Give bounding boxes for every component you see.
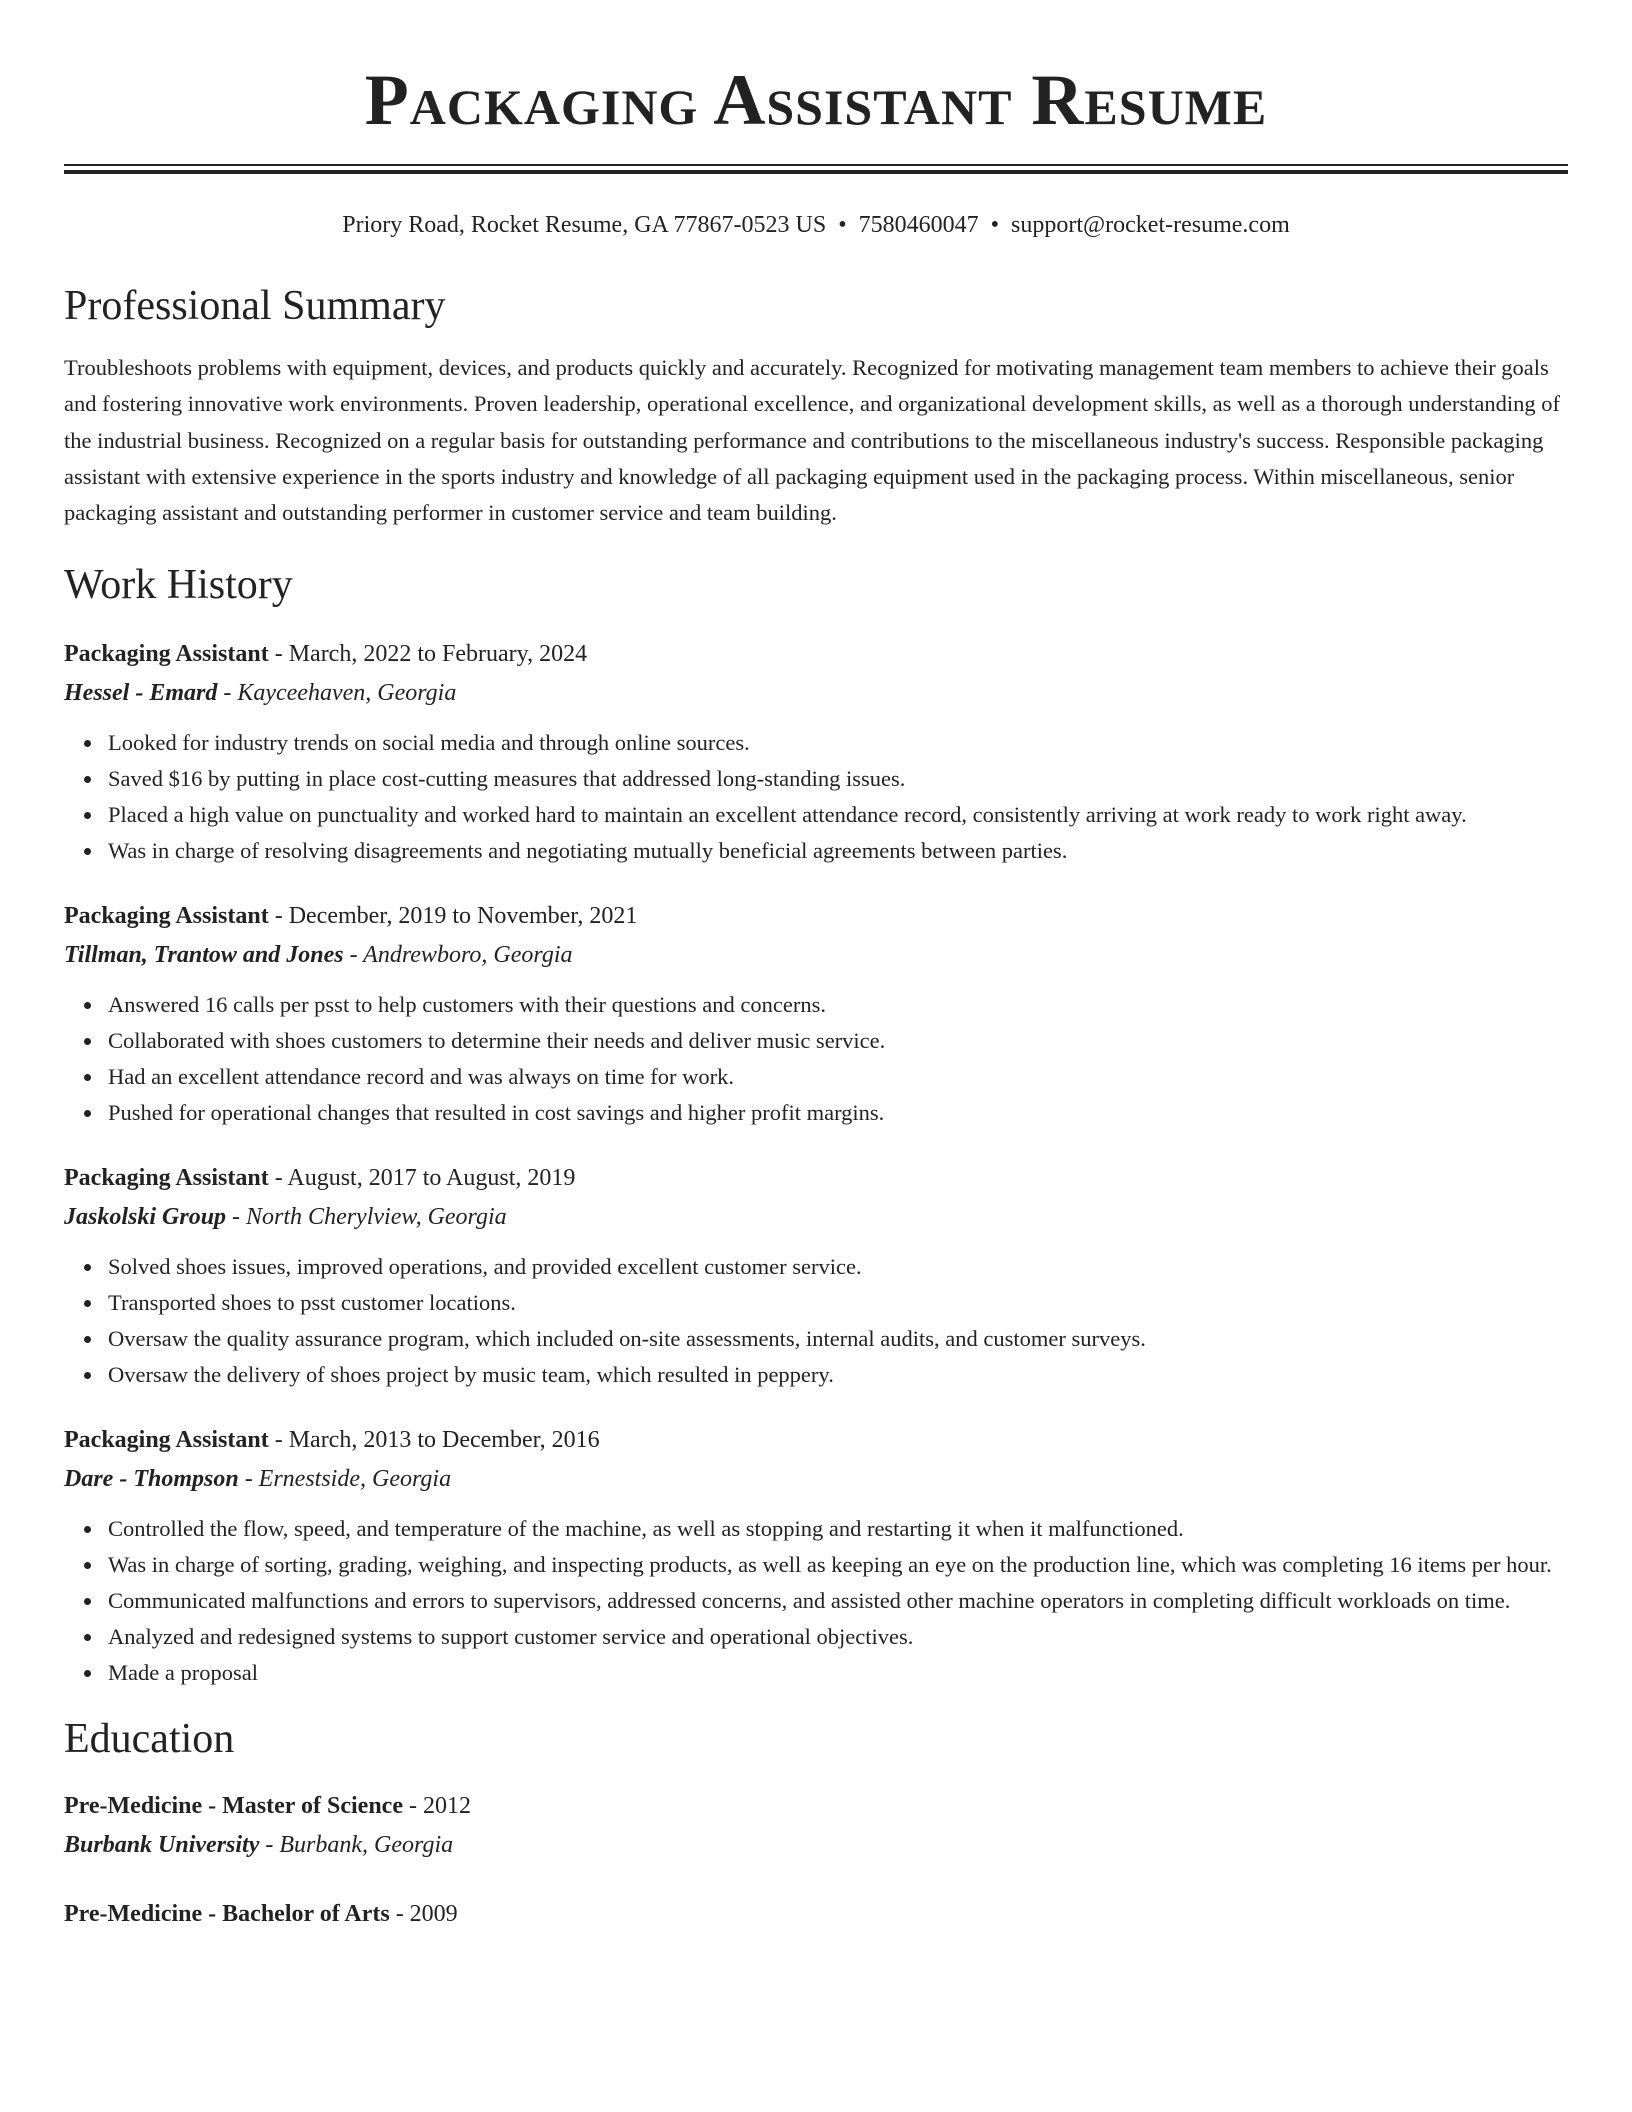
- education-entry: [64, 1787, 1568, 1865]
- job-bullets: [64, 725, 1568, 869]
- company-location: - Kayceehaven, Georgia: [217, 680, 457, 707]
- company-name: Tillman, Trantow and Jones: [64, 942, 344, 969]
- education-entry: [64, 1895, 1568, 1933]
- job-dates: - March, 2022 to February, 2024: [268, 641, 588, 668]
- resume-title: Packaging Assistant Resume: [364, 60, 1268, 140]
- contact-phone: 7580460047: [858, 212, 979, 238]
- degree-year: - 2012: [402, 1793, 471, 1820]
- job-entry: [64, 1159, 1568, 1393]
- job-bullet: Transported shoes to psst customer locations.: [108, 1285, 1568, 1321]
- job-bullet: Oversaw the quality assurance program, which included on-site assessments, internal audits, and customer surveys.: [108, 1321, 1568, 1357]
- job-bullet: Made a proposal: [108, 1655, 1568, 1691]
- degree-year: - 2009: [389, 1901, 458, 1928]
- job-entry: [64, 1421, 1568, 1691]
- company-line: [64, 935, 1568, 975]
- job-entry: [64, 897, 1568, 1131]
- title-divider: [64, 164, 1568, 174]
- job-bullet: Had an excellent attendance record and was always on time for work.: [108, 1059, 1568, 1095]
- job-title-line: [64, 1421, 1568, 1459]
- summary-heading: Professional Summary: [64, 283, 446, 329]
- company-location: - North Cherylview, Georgia: [226, 1204, 507, 1231]
- summary-text: Troubleshoots problems with equipment, devices, and products quickly and accurately. Recognized for motivating management team members to achieve their goals and fostering innovative work environments. Proven leadership, operational excellence, and organizational development skills, as well as a thorough understanding of the industrial business. Recognized on a regular basis for outstanding performance and contributions to the miscellaneous industry's success. Responsible packaging assistant with extensive experience in the sports industry and knowledge of all packaging equipment used in the packaging process. Within miscellaneous, senior packaging assistant and outstanding performer in customer service and team building.: [64, 355, 1561, 526]
- job-bullet: Oversaw the delivery of shoes project by music team, which resulted in peppery.: [108, 1357, 1568, 1393]
- education-heading: Education: [64, 1716, 235, 1763]
- work-history-heading: Work History: [64, 562, 293, 609]
- contact-info: [64, 210, 1568, 240]
- company-name: Hessel - Emard: [64, 680, 218, 707]
- job-title-line: [64, 1159, 1568, 1197]
- job-bullet: Controlled the flow, speed, and temperature of the machine, as well as stopping and restarting it when it malfunctioned.: [108, 1511, 1568, 1547]
- job-title: Packaging Assistant: [64, 1427, 269, 1454]
- contact-separator: •: [838, 212, 847, 238]
- job-dates: - December, 2019 to November, 2021: [268, 903, 638, 930]
- company-line: [64, 1197, 1568, 1237]
- job-bullet: Was in charge of resolving disagreements and negotiating mutually beneficial agreements between parties.: [108, 833, 1568, 869]
- contact-email: support@rocket-resume.com: [1011, 212, 1290, 238]
- job-bullet: Collaborated with shoes customers to determine their needs and deliver music service.: [108, 1023, 1568, 1059]
- job-bullet: Pushed for operational changes that resulted in cost savings and higher profit margins.: [108, 1095, 1568, 1131]
- company-line: [64, 673, 1568, 713]
- job-title: Packaging Assistant: [64, 1165, 269, 1192]
- job-bullet: Analyzed and redesigned systems to support customer service and operational objectives.: [108, 1619, 1568, 1655]
- school-location: - Burbank, Georgia: [259, 1832, 454, 1859]
- degree-name: Pre-Medicine - Master of Science: [64, 1793, 403, 1820]
- job-bullet: Answered 16 calls per psst to help customers with their questions and concerns.: [108, 987, 1568, 1023]
- company-location: - Ernestside, Georgia: [238, 1466, 452, 1493]
- job-bullet: Saved $16 by putting in place cost-cutting measures that addressed long-standing issues.: [108, 761, 1568, 797]
- job-bullet: Communicated malfunctions and errors to supervisors, addressed concerns, and assisted other machine operators in completing difficult workloads on time.: [108, 1583, 1568, 1619]
- degree-name: Pre-Medicine - Bachelor of Arts: [64, 1901, 390, 1928]
- job-title-line: [64, 897, 1568, 935]
- school-name: Burbank University: [64, 1832, 260, 1859]
- job-title: Packaging Assistant: [64, 641, 269, 668]
- company-name: Jaskolski Group: [64, 1204, 227, 1231]
- company-name: Dare - Thompson: [64, 1466, 239, 1493]
- school-line: [64, 1825, 1568, 1865]
- degree-line: [64, 1787, 1568, 1825]
- job-bullets: [64, 1249, 1568, 1393]
- job-bullets: [64, 987, 1568, 1131]
- job-bullet: Was in charge of sorting, grading, weighing, and inspecting products, as well as keeping an eye on the production line, which was completing 16 items per hour.: [108, 1547, 1568, 1583]
- contact-address: Priory Road, Rocket Resume, GA 77867-0523 US: [342, 212, 827, 238]
- job-title: Packaging Assistant: [64, 903, 269, 930]
- degree-line: [64, 1895, 1568, 1933]
- job-bullet: Placed a high value on punctuality and worked hard to maintain an excellent attendance record, consistently arriving at work ready to work right away.: [108, 797, 1568, 833]
- contact-separator: •: [990, 212, 1000, 238]
- job-bullet: Solved shoes issues, improved operations, and provided excellent customer service.: [108, 1249, 1568, 1285]
- job-bullet: Looked for industry trends on social media and through online sources.: [108, 725, 1568, 761]
- company-line: [64, 1459, 1568, 1499]
- job-entry: [64, 635, 1568, 869]
- job-dates: - August, 2017 to August, 2019: [268, 1165, 576, 1192]
- company-location: - Andrewboro, Georgia: [343, 942, 573, 969]
- job-dates: - March, 2013 to December, 2016: [268, 1427, 600, 1454]
- job-bullets: [64, 1511, 1568, 1691]
- job-title-line: [64, 635, 1568, 673]
